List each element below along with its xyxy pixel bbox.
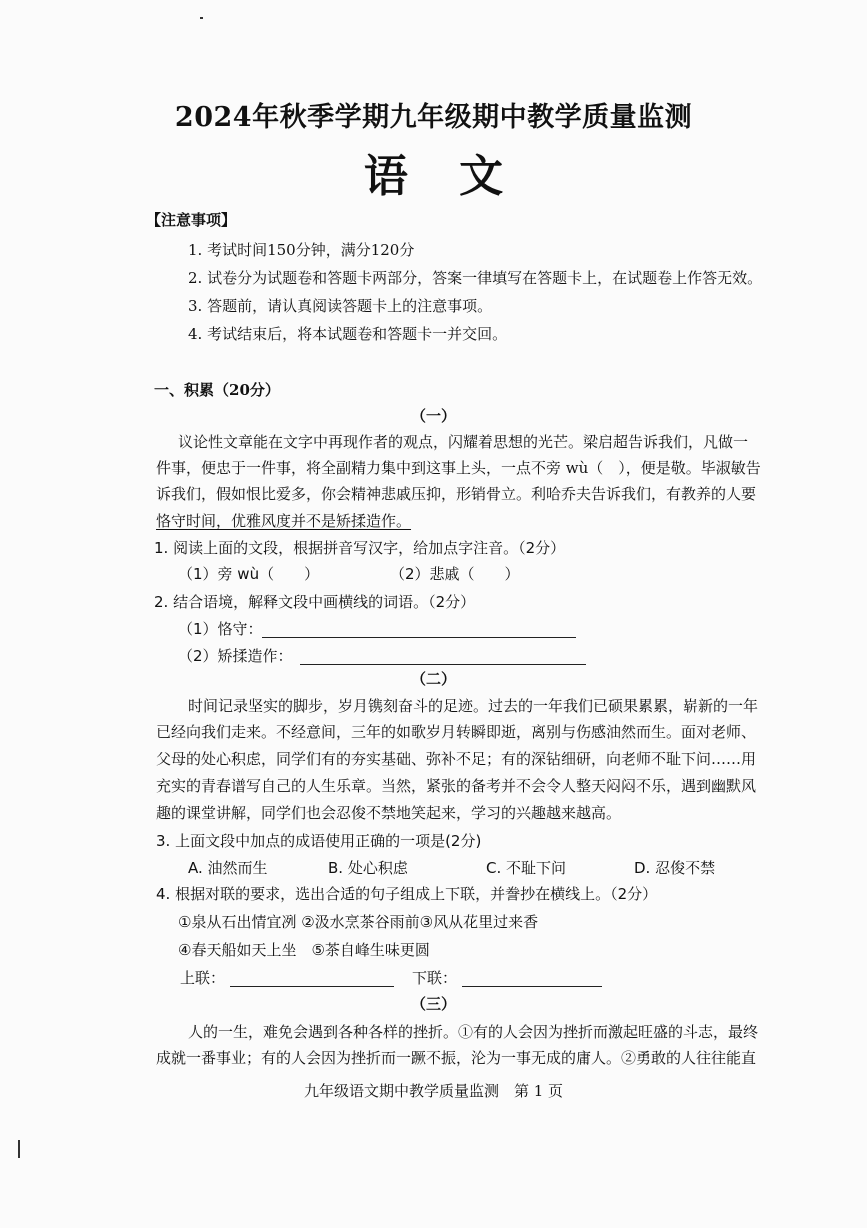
answer-line-2b[interactable] <box>300 648 586 665</box>
part-label-1: （一） <box>410 407 456 425</box>
paragraph-2-line-5: 趣的课堂讲解，同学们也会忍俊不禁地笑起来，学习的兴趣越来越高。 <box>156 804 622 822</box>
subject-title: 语 文 <box>363 151 522 202</box>
upper-couplet-line[interactable] <box>230 970 394 987</box>
question-1: 1. 阅读上面的文段，根据拼音写汉字，给加点字注音。（2分） <box>154 539 566 557</box>
question-4: 4. 根据对联的要求，选出合适的句子组成上下联，并誊抄在横线上。（2分） <box>156 885 658 903</box>
notice-item-3: 3. 答题前，请认真阅读答题卡上的注意事项。 <box>188 297 493 315</box>
part-label-3: （三） <box>410 995 456 1013</box>
question-1-a: （1）旁 wù（ ） <box>178 565 320 583</box>
option-c: C. 不耻下问 <box>486 859 567 877</box>
question-2-b: （2）矫揉造作： <box>178 647 293 665</box>
notice-heading: 【注意事项】 <box>146 211 237 229</box>
exam-title: 2024年秋季学期九年级期中教学质量监测 <box>174 102 693 133</box>
page-footer: 九年级语文期中教学质量监测 第 1 页 <box>303 1082 564 1100</box>
section-heading: 一、积累（20分） <box>154 381 280 399</box>
paragraph-2-line-3: 父母的处心积虑，同学们有的夯实基础、弥补不足；有的深钻细研，向老师不耻下问……用 <box>156 750 757 768</box>
upper-couplet-label: 上联： <box>180 969 226 987</box>
scan-mark <box>18 1140 20 1158</box>
paragraph-2-line-4: 充实的青春谱写自己的人生乐章。当然，紧张的备考并不会令人整天闷闷不乐，遇到幽默风 <box>156 777 757 795</box>
paragraph-1-line-2: 件事，便忠于一件事，将全副精力集中到这事上头，一点不旁 wù（ ），便是敬。毕淑敏告 <box>156 459 761 477</box>
question-2-a: （1）恪守： <box>178 620 263 638</box>
couplet-options-line-1: ①泉从石出情宜冽 ②汲水烹茶谷雨前③风从花里过来香 <box>178 913 539 931</box>
paragraph-2-line-1: 时间记录坚实的脚步，岁月镌刻奋斗的足迹。过去的一年我们已硕果累累，崭新的一年 <box>188 697 759 715</box>
question-3: 3. 上面文段中加点的成语使用正确的一项是(2分) <box>156 832 482 850</box>
option-d: D. 忍俊不禁 <box>634 859 716 877</box>
paragraph-3-line-1: 人的一生，难免会遇到各种各样的挫折。①有的人会因为挫折而激起旺盛的斗志，最终 <box>188 1023 759 1041</box>
paragraph-1-line-1: 议论性文章能在文字中再现作者的观点，闪耀着思想的光芒。梁启超告诉我们，凡做一 <box>178 433 749 451</box>
couplet-options-line-2: ④春天船如天上坐 ⑤茶自峰生味更圆 <box>178 941 430 959</box>
paragraph-3-line-2: 成就一番事业；有的人会因为挫折而一蹶不振，沦为一事无成的庸人。②勇敢的人往往能直 <box>156 1049 757 1067</box>
option-b: B. 处心积虑 <box>328 859 408 877</box>
notice-item-2: 2. 试卷分为试题卷和答题卡两部分，答案一律填写在答题卡上，在试题卷上作答无效。 <box>188 269 763 287</box>
paragraph-2-line-2: 已经向我们走来。不经意间，三年的如歌岁月转瞬即逝，离别与伤感油然而生。面对老师、 <box>156 723 757 741</box>
lower-couplet-label: 下联： <box>412 969 458 987</box>
part-label-2: （二） <box>410 670 456 688</box>
answer-line-2a[interactable] <box>262 621 576 638</box>
question-1-b: （2）悲戚（ ） <box>390 565 520 583</box>
scan-speck <box>200 17 203 19</box>
paragraph-1-line-3: 诉我们，假如恨比爱多，你会精神悲戚压抑，形销骨立。利哈乔夫告诉我们，有教养的人要 <box>156 485 757 503</box>
paragraph-1-line-4: 恪守时间，优雅风度并不是矫揉造作。 <box>156 512 412 530</box>
notice-item-1: 1. 考试时间150分钟，满分120分 <box>188 241 415 259</box>
option-a: A. 油然而生 <box>188 859 268 877</box>
question-2: 2. 结合语境，解释文段中画横线的词语。（2分） <box>154 593 476 611</box>
lower-couplet-line[interactable] <box>462 970 602 987</box>
notice-item-4: 4. 考试结束后，将本试题卷和答题卡一并交回。 <box>188 325 508 343</box>
